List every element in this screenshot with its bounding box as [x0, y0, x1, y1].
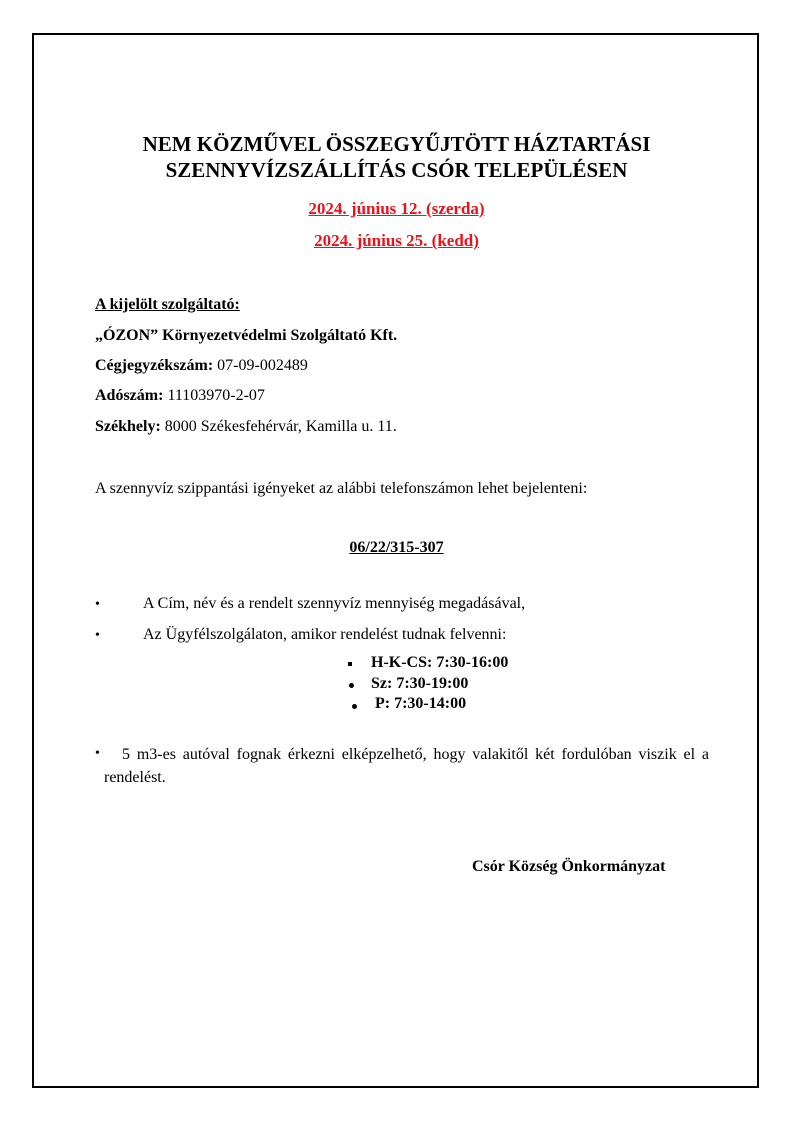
provider-heading: A kijelölt szolgáltató: [95, 296, 240, 313]
page-border [32, 33, 759, 1088]
provider-tax [95, 386, 265, 406]
seat-label: Székhely: [95, 418, 161, 435]
bullet-1-icon: • [95, 597, 100, 612]
provider-seat [95, 417, 397, 437]
provider-name: „ÓZON” Környezetvédelmi Szolgáltató Kft. [95, 327, 398, 344]
title-line-1: NEM KÖZMŰVEL ÖSSZEGYŰJTÖTT HÁZTARTÁSI [142, 132, 651, 156]
tax-label: Adószám: [95, 387, 164, 404]
square-bullet-icon [348, 662, 352, 666]
signature: Csór Község Önkormányzat [472, 858, 666, 875]
phone-number: 06/22/315-307 [349, 539, 444, 556]
registration-label: Cégjegyzékszám: [95, 357, 214, 374]
bullet-2-icon: • [95, 628, 100, 643]
contact-intro: A szennyvíz szippantási igényeket az alábbi telefonszámon lehet bejelenteni: [95, 480, 588, 497]
bullet-1-text: A Cím, név és a rendelt szennyvíz mennyiség megadásával, [143, 595, 526, 612]
hours-friday: P: 7:30-14:00 [375, 695, 467, 712]
dot-bullet-icon [349, 683, 354, 688]
provider-registration [95, 356, 308, 376]
bullet-3-icon: • [95, 746, 100, 761]
hours-mon-tue-thu: H-K-CS: 7:30-16:00 [371, 654, 509, 671]
bullet-2-text: Az Ügyfélszolgálaton, amikor rendelést tudnak felvenni: [143, 626, 507, 643]
date-first: 2024. június 12. (szerda) [308, 199, 485, 218]
date-second: 2024. június 25. (kedd) [314, 231, 479, 250]
dot-bullet-icon [352, 704, 357, 709]
note-text: 5 m3-es autóval fognak érkezni elképzelhető, hogy valakitől két fordulóban viszik el a rendelést. [104, 746, 709, 786]
registration-value: 07-09-002489 [213, 357, 308, 374]
title-line-2: SZENNYVÍZSZÁLLÍTÁS CSÓR TELEPÜLÉSEN [165, 158, 628, 182]
seat-value: 8000 Székesfehérvár, Kamilla u. 11. [160, 418, 397, 435]
hours-wednesday: Sz: 7:30-19:00 [371, 675, 469, 692]
tax-value: 11103970-2-07 [163, 387, 265, 404]
document-title [0, 131, 793, 183]
